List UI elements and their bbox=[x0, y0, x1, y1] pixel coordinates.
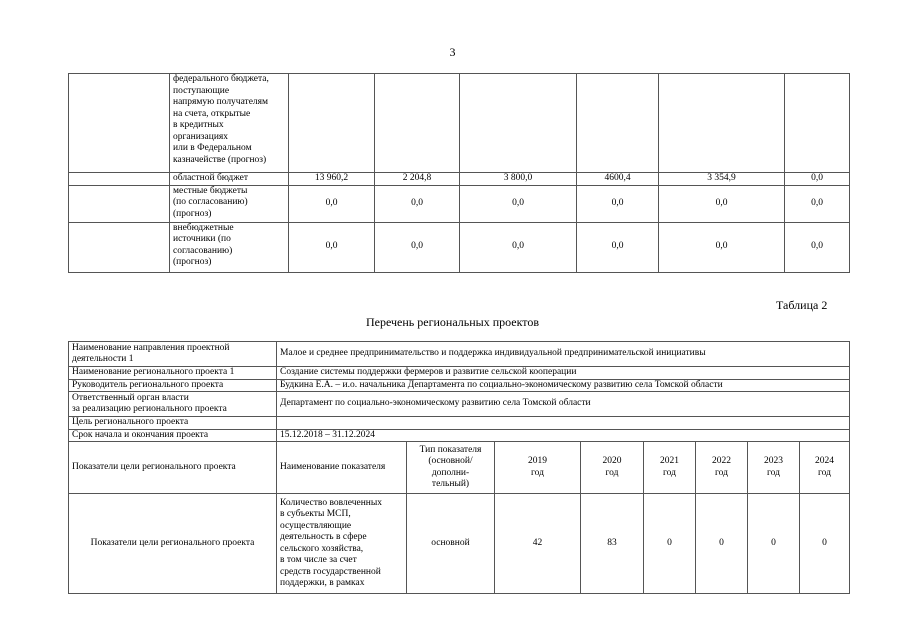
value-cell: 0,0 bbox=[577, 185, 659, 222]
header-indicator-type: Тип показателя (основной/ дополни- тельный) bbox=[407, 442, 495, 494]
header-year: 2021 год bbox=[644, 442, 696, 494]
table-row bbox=[69, 429, 850, 442]
row-label: федерального бюджета, поступающие напрямую получателям на счета, открытые в кредитных организациях или в Федеральном казначействе (прогноз) bbox=[170, 74, 289, 173]
goal-label: Показатели цели регионального проекта bbox=[69, 494, 277, 594]
row-label: Наименование направления проектной деятельности 1 bbox=[69, 342, 277, 367]
row-value bbox=[277, 417, 850, 430]
row-value: Будкина Е.А. – и.о. начальника Департамента по социально-экономическому развитию села Томской области bbox=[277, 379, 850, 392]
row-label: Руководитель регионального проекта bbox=[69, 379, 277, 392]
table-title: Перечень региональных проектов bbox=[365, 315, 540, 329]
table-row bbox=[69, 392, 850, 417]
value-cell: 0,0 bbox=[659, 222, 785, 272]
value-cell: 3 354,9 bbox=[659, 173, 785, 186]
row-label: областной бюджет bbox=[170, 173, 289, 186]
value-cell bbox=[785, 74, 850, 173]
empty-cell bbox=[69, 222, 170, 272]
value-cell: 0,0 bbox=[289, 222, 375, 272]
row-value: 15.12.2018 – 31.12.2024 bbox=[277, 429, 850, 442]
value-cell: 0,0 bbox=[785, 222, 850, 272]
table-row bbox=[69, 173, 850, 186]
year-value: 0 bbox=[800, 494, 850, 594]
indicator-name: Количество вовлеченных в субъекты МСП, осуществляющие деятельность в сфере сельского хозяйства, в том числе за счет средств государственной поддержки, в рамках bbox=[277, 494, 407, 594]
row-label: внебюджетные источники (по согласованию) (прогноз) bbox=[170, 222, 289, 272]
value-cell: 3 800,0 bbox=[460, 173, 577, 186]
row-label: Наименование регионального проекта 1 bbox=[69, 367, 277, 380]
value-cell: 4600,4 bbox=[577, 173, 659, 186]
empty-cell bbox=[69, 74, 170, 173]
projects-table bbox=[68, 341, 850, 594]
year-value: 0 bbox=[748, 494, 800, 594]
value-cell bbox=[659, 74, 785, 173]
table-header-row bbox=[69, 442, 850, 494]
header-year: 2024 год bbox=[800, 442, 850, 494]
year-value: 0 bbox=[644, 494, 696, 594]
value-cell: 0,0 bbox=[577, 222, 659, 272]
value-cell bbox=[460, 74, 577, 173]
header-year: 2020 год bbox=[581, 442, 644, 494]
year-value: 0 bbox=[696, 494, 748, 594]
table-row bbox=[69, 494, 850, 594]
year-value: 83 bbox=[581, 494, 644, 594]
header-year: 2022 год bbox=[696, 442, 748, 494]
value-cell: 2 204,8 bbox=[375, 173, 460, 186]
row-label: Цель регионального проекта bbox=[69, 417, 277, 430]
table-row bbox=[69, 417, 850, 430]
table-number: Таблица 2 bbox=[776, 298, 828, 312]
value-cell: 0,0 bbox=[785, 185, 850, 222]
table-row bbox=[69, 222, 850, 272]
header-year: 2019 год bbox=[495, 442, 581, 494]
header-indicator-name: Наименование показателя bbox=[277, 442, 407, 494]
row-label: Ответственный орган власти за реализацию регионального проекта bbox=[69, 392, 277, 417]
row-value: Департамент по социально-экономическому развитию села Томской области bbox=[277, 392, 850, 417]
table-row bbox=[69, 342, 850, 367]
row-value: Создание системы поддержки фермеров и развитие сельской кооперации bbox=[277, 367, 850, 380]
page-number: 3 bbox=[449, 45, 456, 59]
value-cell: 0,0 bbox=[375, 222, 460, 272]
header-year: 2023 год bbox=[748, 442, 800, 494]
value-cell: 0,0 bbox=[785, 173, 850, 186]
value-cell bbox=[577, 74, 659, 173]
value-cell: 0,0 bbox=[659, 185, 785, 222]
empty-cell bbox=[69, 185, 170, 222]
value-cell: 0,0 bbox=[375, 185, 460, 222]
header-goal-label: Показатели цели регионального проекта bbox=[69, 442, 277, 494]
budget-table bbox=[68, 73, 850, 273]
value-cell bbox=[289, 74, 375, 173]
row-label: Срок начала и окончания проекта bbox=[69, 429, 277, 442]
row-value: Малое и среднее предпринимательство и поддержка индивидуальной предпринимательской инициативы bbox=[277, 342, 850, 367]
table-row bbox=[69, 74, 850, 173]
indicator-type: основной bbox=[407, 494, 495, 594]
table-row bbox=[69, 367, 850, 380]
value-cell bbox=[375, 74, 460, 173]
value-cell: 0,0 bbox=[460, 185, 577, 222]
value-cell: 0,0 bbox=[289, 185, 375, 222]
value-cell: 13 960,2 bbox=[289, 173, 375, 186]
row-label: местные бюджеты (по согласованию) (прогноз) bbox=[170, 185, 289, 222]
table-row bbox=[69, 185, 850, 222]
value-cell: 0,0 bbox=[460, 222, 577, 272]
year-value: 42 bbox=[495, 494, 581, 594]
table-row bbox=[69, 379, 850, 392]
empty-cell bbox=[69, 173, 170, 186]
